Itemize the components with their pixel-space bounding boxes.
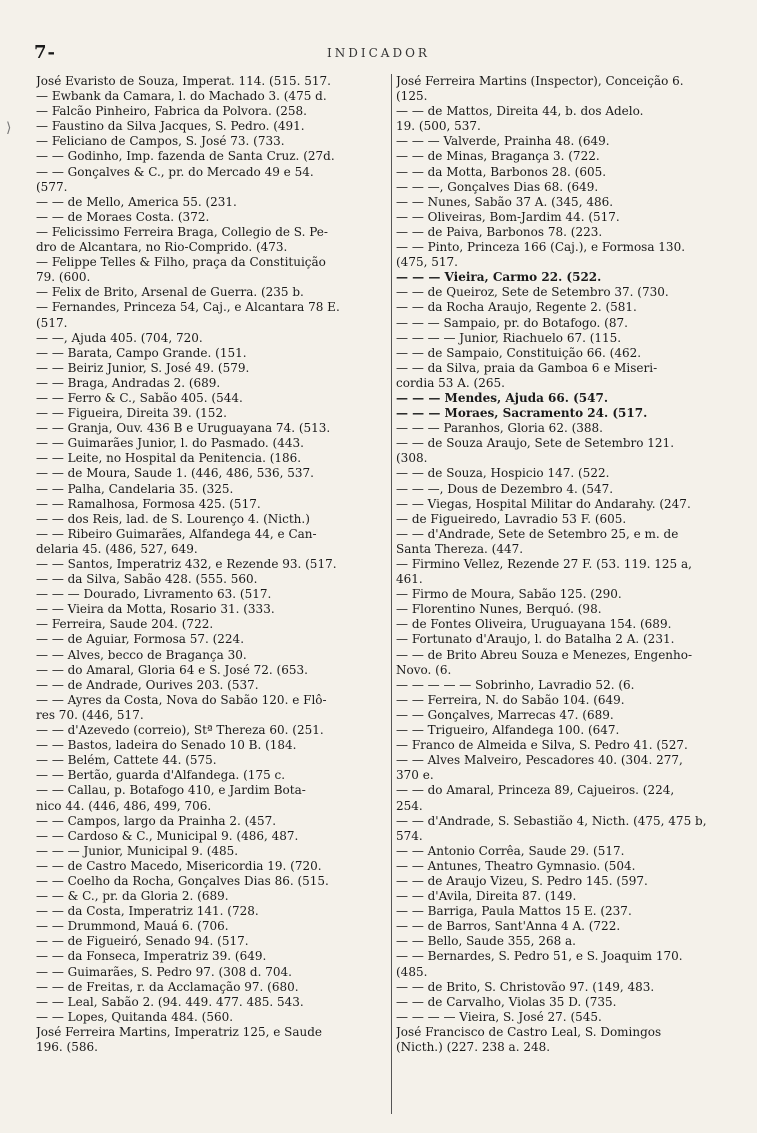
running-title: INDICADOR — [327, 46, 430, 60]
directory-entry-line: José Ferreira Martins, Imperatriz 125, e Saude — [36, 1024, 323, 1039]
directory-entry-line: — — de Araujo Vizeu, S. Pedro 145. (597. — [396, 873, 648, 888]
directory-entry-line: — — Guimarães, S. Pedro 97. (308 d. 704. — [36, 964, 292, 979]
directory-entry-line: — Ewbank da Camara, l. do Machado 3. (475 d. — [36, 89, 327, 104]
directory-entry-line: — Felix de Brito, Arsenal de Guerra. (235 b. — [36, 285, 304, 300]
directory-entry-line: — — de Souza, Hospicio 147. (522. — [396, 466, 610, 481]
directory-entry-line: — — de Castro Macedo, Misericordia 19. (720. — [36, 858, 322, 873]
directory-entry-line: dro de Alcantara, no Rio-Comprido. (473. — [36, 240, 288, 255]
directory-entry-line: — — Braga, Andradas 2. (689. — [36, 375, 221, 390]
directory-entry-line: (125. — [396, 89, 428, 104]
directory-entry-line: — — Antunes, Theatro Gymnasio. (504. — [396, 858, 636, 873]
directory-entry-line: cordia 53 A. (265. — [396, 375, 505, 390]
directory-entry-line: Novo. (6. — [396, 662, 452, 677]
directory-entry-line: — — Viegas, Hospital Militar do Andarahy. (247. — [396, 496, 691, 511]
directory-entry-line: — — — — — Sobrinho, Lavradio 52. (6. — [396, 677, 635, 692]
directory-entry-line: — — Cardoso & C., Municipal 9. (486, 487. — [36, 828, 299, 843]
right-column — [396, 74, 730, 1055]
directory-entry-line: — — — Dourado, Livramento 63. (517. — [36, 587, 272, 602]
directory-entry-line: — — Nunes, Sabão 37 A. (345, 486. — [396, 194, 614, 209]
directory-entry-line: 79. (600. — [36, 270, 91, 285]
directory-entry-line: — — — Paranhos, Gloria 62. (388. — [396, 421, 603, 436]
directory-entry-line: — — do Amaral, Gloria 64 e S. José 72. (653. — [36, 662, 308, 677]
directory-entry-line: — — de Minas, Bragança 3. (722. — [396, 149, 600, 164]
directory-entry-line: 19. (500, 537. — [396, 119, 481, 134]
directory-entry-line: — — — — Vieira, S. José 27. (545. — [396, 1009, 602, 1024]
directory-entry-line: — — Callau, p. Botafogo 410, e Jardim Bota- — [36, 783, 306, 798]
directory-entry-line: — — Coelho da Rocha, Gonçalves Dias 86. (515. — [36, 873, 329, 888]
directory-entry-line: — — Vieira da Motta, Rosario 31. (333. — [36, 602, 275, 617]
directory-entry-line: — — — Moraes, Sacramento 24. (517. — [396, 406, 648, 421]
directory-entry-line: — — Gonçalves & C., pr. do Mercado 49 e 54. — [36, 164, 314, 179]
directory-entry-line: — — de Freitas, r. da Acclamação 97. (680. — [36, 979, 299, 994]
directory-entry-line: — — do Amaral, Princeza 89, Cajueiros. (224, — [396, 783, 675, 798]
directory-entry-line: — — — Junior, Municipal 9. (485. — [36, 843, 239, 858]
directory-entry-line: — — de Moraes Costa. (372. — [36, 209, 210, 224]
directory-entry-line: — — Lopes, Quitanda 484. (560. — [36, 1009, 234, 1024]
directory-entry-line: — Felippe Telles & Filho, praça da Constituição — [36, 255, 326, 270]
directory-entry-line: 574. — [396, 828, 423, 843]
directory-entry-line: — — —, Dous de Dezembro 4. (547. — [396, 481, 614, 496]
directory-entry-line: — — de Mello, America 55. (231. — [36, 194, 237, 209]
directory-entry-line: — Franco de Almeida e Silva, S. Pedro 41. (527. — [396, 738, 688, 753]
directory-entry-line: (517. — [36, 315, 68, 330]
directory-entry-line: — — Ferreira, N. do Sabão 104. (649. — [396, 692, 625, 707]
directory-entry-line: — — de Carvalho, Violas 35 D. (735. — [396, 994, 617, 1009]
directory-entry-line: — — da Silva, Sabão 428. (555. 560. — [36, 572, 258, 587]
directory-entry-line: nico 44. (446, 486, 499, 706. — [36, 798, 212, 813]
directory-entry-line: — — — — Junior, Riachuelo 67. (115. — [396, 330, 622, 345]
directory-entry-line: — Ferreira, Saude 204. (722. — [36, 617, 214, 632]
left-column — [36, 74, 392, 1055]
directory-entry-line: — — d'Avila, Direita 87. (149. — [396, 889, 577, 904]
directory-entry-line: — — de Queiroz, Sete de Setembro 37. (730. — [396, 285, 669, 300]
column-divider — [391, 74, 392, 1114]
directory-entry-line: delaria 45. (486, 527, 649. — [36, 541, 198, 556]
directory-entry-line: — — de Mattos, Direita 44, b. dos Adelo. — [396, 104, 644, 119]
directory-entry-line: — — Barata, Campo Grande. (151. — [36, 345, 247, 360]
directory-entry-line: — — Palha, Candelaria 35. (325. — [36, 481, 234, 496]
directory-entry-line: — Fernandes, Princeza 54, Caj., e Alcantara 78 E. — [36, 300, 340, 315]
directory-entry-line: — — Ramalhosa, Formosa 425. (517. — [36, 496, 261, 511]
directory-entry-line: — de Figueiredo, Lavradio 53 F. (605. — [396, 511, 627, 526]
page-header — [0, 42, 757, 66]
directory-entry-line: — — Bertão, guarda d'Alfandega. (175 c. — [36, 768, 286, 783]
directory-entry-line: — — Ribeiro Guimarães, Alfandega 44, e Can- — [36, 526, 317, 541]
directory-entry-line: — — d'Azevedo (correio), Stª Thereza 60. (251. — [36, 723, 324, 738]
directory-entry-line: — — da Costa, Imperatriz 141. (728. — [36, 904, 259, 919]
directory-entry-line: — — Leal, Sabão 2. (94. 449. 477. 485. 543. — [36, 994, 304, 1009]
directory-entry-line: (308. — [396, 451, 428, 466]
directory-entry-line: — — Godinho, Imp. fazenda de Santa Cruz. (27d. — [36, 149, 335, 164]
directory-entry-line: (577. — [36, 179, 68, 194]
directory-entry-line: — — da Rocha Araujo, Regente 2. (581. — [396, 300, 637, 315]
directory-entry-line: (Nicth.) (227. 238 a. 248. — [396, 1040, 551, 1054]
directory-entry-line: — — de Figueiró, Senado 94. (517. — [36, 934, 249, 949]
directory-entry-line: — — Gonçalves, Marrecas 47. (689. — [396, 707, 614, 722]
directory-entry-line: — — Trigueiro, Alfandega 100. (647. — [396, 723, 620, 738]
directory-entry-line: — — Ferro & C., Sabão 405. (544. — [36, 390, 243, 405]
directory-entry-line: — — Ayres da Costa, Nova do Sabão 120. e Flô- — [36, 692, 327, 707]
directory-entry-line: — — de Paiva, Barbonos 78. (223. — [396, 224, 603, 239]
directory-entry-line: — —, Ajuda 405. (704, 720. — [36, 330, 203, 345]
directory-entry-line: — Florentino Nunes, Berquó. (98. — [396, 602, 602, 617]
directory-entry-line: — — Oliveiras, Bom-Jardim 44. (517. — [396, 209, 620, 224]
directory-entry-line: Santa Thereza. (447. — [396, 541, 524, 556]
directory-entry-line: 461. — [396, 572, 423, 587]
directory-entry-line: — Feliciano de Campos, S. José 73. (733. — [36, 134, 285, 149]
directory-entry-line: — Felicissimo Ferreira Braga, Collegio de S. Pe- — [36, 224, 328, 239]
directory-entry-line: — — de Andrade, Ourives 203. (537. — [36, 677, 259, 692]
directory-entry-line: — — de Sampaio, Constituição 66. (462. — [396, 345, 642, 360]
directory-entry-line: — — da Silva, praia da Gamboa 6 e Miseri- — [396, 360, 658, 375]
directory-entry-line: — Fortunato d'Araujo, l. do Batalha 2 A. (231. — [396, 632, 675, 647]
directory-entry-line: — Faustino da Silva Jacques, S. Pedro. (491. — [36, 119, 305, 134]
directory-entry-line: — — Antonio Corrêa, Saude 29. (517. — [396, 843, 625, 858]
directory-entry-line: (485. — [396, 964, 428, 979]
directory-entry-line: — — de Aguiar, Formosa 57. (224. — [36, 632, 245, 647]
directory-entry-line: — — da Motta, Barbonos 28. (605. — [396, 164, 607, 179]
margin-pencil-mark: ⟩ — [6, 120, 12, 136]
directory-entry-line: — — de Moura, Saude 1. (446, 486, 536, 537. — [36, 466, 314, 481]
directory-entry-line: — Firmo de Moura, Sabão 125. (290. — [396, 587, 622, 602]
directory-entry-line: res 70. (446, 517. — [36, 707, 144, 722]
directory-entry-line: — — d'Andrade, S. Sebastião 4, Nicth. (475, 475 b, — [396, 813, 707, 828]
directory-entry-line: — — Belém, Cattete 44. (575. — [36, 753, 217, 768]
directory-entry-line: — — de Brito, S. Christovão 97. (149, 483. — [396, 979, 655, 994]
directory-entry-line: — — Figueira, Direita 39. (152. — [36, 406, 227, 421]
directory-entry-line: — — Bastos, ladeira do Senado 10 B. (184. — [36, 738, 297, 753]
directory-entry-line: — — de Brito Abreu Souza e Menezes, Engenho- — [396, 647, 693, 662]
directory-entry-line: — — — Valverde, Prainha 48. (649. — [396, 134, 610, 149]
directory-entry-line: — — d'Andrade, Sete de Setembro 25, e m. de — [396, 526, 679, 541]
directory-entry-line: — — — Sampaio, pr. do Botafogo. (87. — [396, 315, 628, 330]
directory-entry-line: — — da Fonseca, Imperatriz 39. (649. — [36, 949, 267, 964]
directory-entry-line: José Evaristo de Souza, Imperat. 114. (515. 517. — [36, 74, 331, 88]
directory-entry-line: — de Fontes Oliveira, Uruguayana 154. (689. — [396, 617, 672, 632]
directory-entry-line: — — — Mendes, Ajuda 66. (547. — [396, 390, 608, 405]
directory-entry-line: — — Pinto, Princeza 166 (Caj.), e Formosa 130. — [396, 240, 686, 255]
directory-entry-line: — — dos Reis, lad. de S. Lourenço 4. (Nicth.) — [36, 511, 310, 526]
directory-entry-line: — — Leite, no Hospital da Penitencia. (186. — [36, 451, 302, 466]
page-number: 7- — [34, 42, 56, 63]
directory-entry-line: (475, 517. — [396, 255, 458, 270]
directory-entry-line: — — Bernardes, S. Pedro 51, e S. Joaquim 170. — [396, 949, 683, 964]
directory-entry-line: José Ferreira Martins (Inspector), Conceição 6. — [396, 74, 684, 88]
directory-entry-line: — Firmino Vellez, Rezende 27 F. (53. 119. 125 a, — [396, 557, 692, 571]
directory-entry-line: — — Guimarães Junior, l. do Pasmado. (443. — [36, 436, 304, 451]
directory-entry-line: — Falcão Pinheiro, Fabrica da Polvora. (258. — [36, 104, 307, 119]
directory-entry-line: — — Campos, largo da Prainha 2. (457. — [36, 813, 277, 828]
directory-entry-line: — — Barriga, Paula Mattos 15 E. (237. — [396, 904, 632, 919]
directory-entry-line: José Francisco de Castro Leal, S. Domingos — [396, 1024, 662, 1039]
directory-entry-line: — — & C., pr. da Gloria 2. (689. — [36, 889, 229, 904]
directory-entry-line: — — Santos, Imperatriz 432, e Rezende 93. (517. — [36, 557, 337, 571]
directory-entry-line: — — Granja, Ouv. 436 B e Uruguayana 74. (513. — [36, 421, 331, 436]
directory-entry-line: — — —, Gonçalves Dias 68. (649. — [396, 179, 599, 194]
directory-entry-line: — — de Barros, Sant'Anna 4 A. (722. — [396, 919, 621, 934]
directory-entry-line: 370 e. — [396, 768, 434, 783]
directory-entry-line: 196. (586. — [36, 1040, 98, 1054]
directory-entry-line: — — Drummond, Mauá 6. (706. — [36, 919, 229, 934]
directory-entry-line: — — Beiriz Junior, S. José 49. (579. — [36, 360, 250, 375]
directory-entry-line: — — Alves Malveiro, Pescadores 40. (304. 277, — [396, 753, 683, 768]
directory-entry-line: 254. — [396, 798, 423, 813]
directory-entry-line: — — Alves, becco de Bragança 30. — [36, 647, 247, 662]
directory-entry-line: — — — Vieira, Carmo 22. (522. — [396, 270, 602, 285]
directory-entry-line: — — Bello, Saude 355, 268 a. — [396, 934, 576, 949]
directory-entry-line: — — de Souza Araujo, Sete de Setembro 121. — [396, 436, 675, 451]
